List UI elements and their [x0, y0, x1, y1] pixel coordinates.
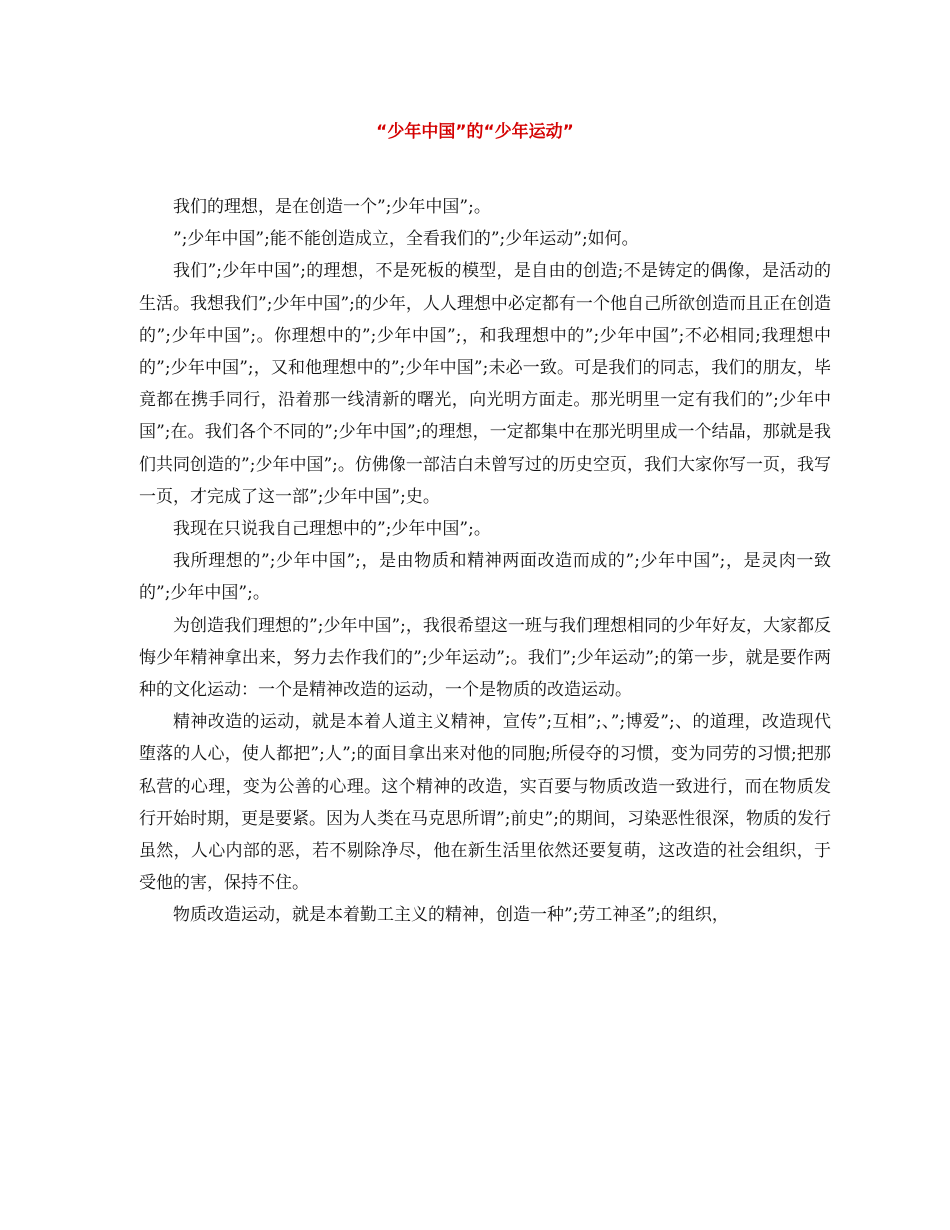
paragraph: 我所理想的”;少年中国”;，是由物质和精神两面改造而成的”;少年中国”;，是灵肉一致的”;少年中国”;。 — [139, 551, 831, 604]
paragraph: 物质改造运动，就是本着勤工主义的精神，创造一种”;劳工神圣”;的组织， — [173, 905, 729, 926]
paragraph: 我们”;少年中国”;的理想，不是死板的模型，是自由的创造;不是铸定的偶像，是活动的生活。我想我们”;少年中国”;的少年，人人理想中必定都有一个他自己所欲创造而且正在创造的”;少年中国”;。你理想中的”;少年中国”;，和我理想中的”;少年中国”;不必相同;我理想中的”;少年中国”;，又和他理想中的”;少年中国”;未必一致。可是我们的同志，我们的朋友，毕竟都在携手同行，沿着那一线清新的曙光，向光明方面走。那光明里一定有我们的”;少年中国”;在。我们各个不同的”;少年中国”;的理想，一定都集中在那光明里成一个结晶，那就是我们共同创造的”;少年中国”;。仿佛像一部洁白未曾写过的历史空页，我们大家你写一页，我写一页，才完成了这一部”;少年中国”;史。 — [139, 261, 831, 507]
page-title: “少年中国”的“少年运动” — [376, 122, 574, 142]
paragraph: 精神改造的运动，就是本着人道主义精神，宣传”;互相”;、”;博爱”;、的道理，改造现代堕落的人心，使人都把”;人”;的面目拿出来对他的同胞;所侵夺的习惯，变为同劳的习惯;把那私营的心理，变为公善的心理。这个精神的改造，实百要与物质改造一致进行，而在物质发行开始时期，更是要紧。因为人类在马克思所谓”;前史”;的期间，习染恶性很深，物质的发行虽然，人心内部的恶，若不剔除净尽，他在新生活里依然还要复萌，这改造的社会组织，于受他的害，保持不住。 — [139, 712, 831, 894]
paragraph: 我现在只说我自己理想中的”;少年中国”;。 — [173, 519, 491, 540]
paragraph: 为创造我们理想的”;少年中国”;，我很希望这一班与我们理想相同的少年好友，大家都反悔少年精神拿出来，努力去作我们的”;少年运动”;。我们”;少年运动”;的第一步，就是要作两种的文化运动：一个是精神改造的运动，一个是物质的改造运动。 — [139, 615, 831, 701]
paragraph: 我们的理想，是在创造一个”;少年中国”;。 — [173, 197, 491, 217]
paragraph: ”;少年中国”;能不能创造成立，全看我们的”;少年运动”;如何。 — [173, 229, 639, 250]
document-body — [139, 191, 831, 932]
